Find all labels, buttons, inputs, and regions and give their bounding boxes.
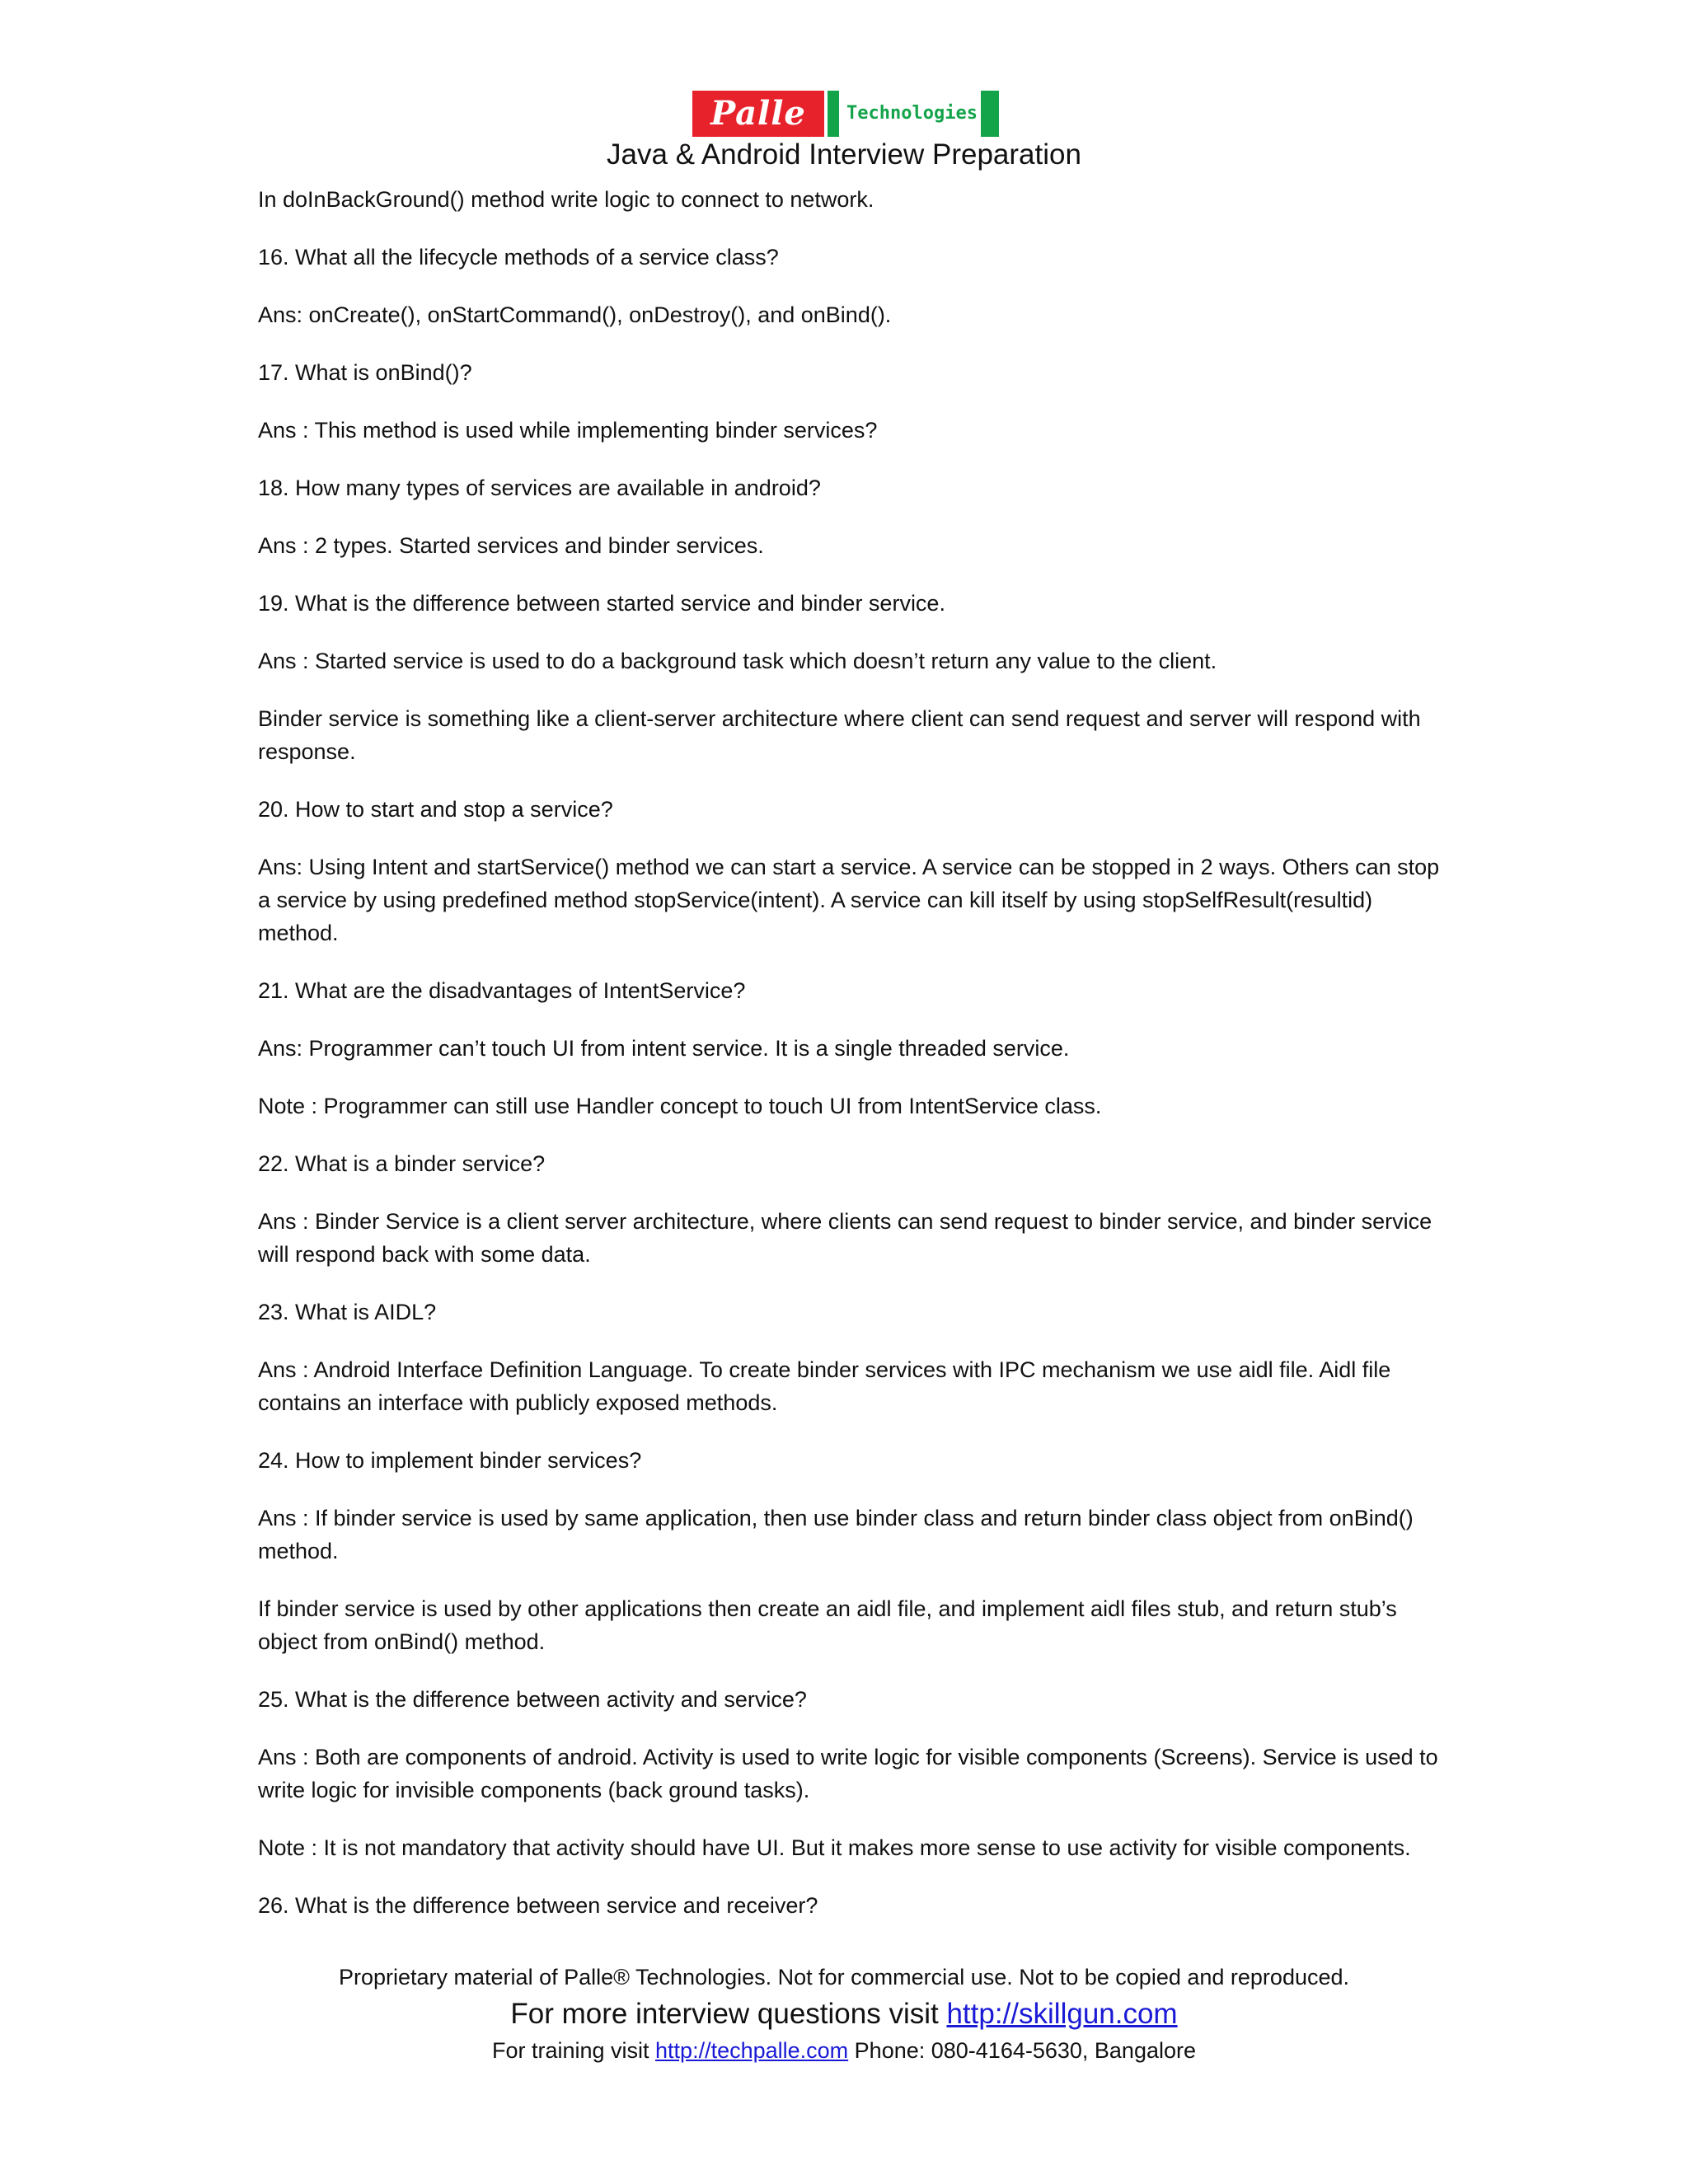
answer: Ans: Programmer can’t touch UI from intent service. It is a single threaded service.	[258, 1036, 1070, 1061]
question: 23. What is AIDL?	[258, 1300, 437, 1324]
training-line	[0, 2034, 1688, 2067]
note: Note : It is not mandatory that activity should have UI. But it makes more sense to use activity for visible components.	[258, 1835, 1411, 1860]
answer: Ans: Using Intent and startService() method we can start a service. A service can be stopped in 2 ways. Others can stop a service by using predefined method stopService(intent). A service can kill itself by using stopSelfResult(resultid) method.	[258, 855, 1440, 945]
question: 26. What is the difference between service and receiver?	[258, 1893, 818, 1918]
answer-continued: If binder service is used by other applications then create an aidl file, and implement aidl files stub, and return stub’s object from onBind() method.	[258, 1596, 1397, 1654]
answer: Ans : If binder service is used by same application, then use binder class and return binder class object from onBind() method.	[258, 1506, 1414, 1563]
logo-green-bar-right	[981, 91, 999, 137]
answer-continued: Binder service is something like a client-server architecture where client can send request and server will respond with response.	[258, 706, 1421, 764]
phone-text: Phone: 080-4164-5630, Bangalore	[848, 2038, 1197, 2063]
answer: Ans : This method is used while implementing binder services?	[258, 418, 878, 443]
question: 24. How to implement binder services?	[258, 1448, 642, 1473]
page-footer	[0, 1960, 1688, 2067]
interview-questions-line	[0, 1994, 1688, 2034]
answer: Ans : 2 types. Started services and binder services.	[258, 533, 764, 558]
question: 17. What is onBind()?	[258, 360, 472, 385]
answer: Ans : Both are components of android. Activity is used to write logic for visible components (Screens). Service is used to write logic for invisible components (back ground tasks).	[258, 1745, 1438, 1802]
logo-suffix: Technologies	[846, 103, 978, 124]
question: 18. How many types of services are available in android?	[258, 476, 821, 500]
techpalle-link[interactable]: http://techpalle.com	[655, 2038, 849, 2063]
interview-questions-text: For more interview questions visit	[510, 1998, 947, 2030]
training-text: For training visit	[491, 2038, 656, 2063]
answer: Ans: onCreate(), onStartCommand(), onDestroy(), and onBind().	[258, 302, 892, 327]
note: Note : Programmer can still use Handler concept to touch UI from IntentService class.	[258, 1094, 1102, 1118]
logo-brand: Palle	[692, 91, 824, 137]
answer: Ans : Started service is used to do a background task which doesn’t return any value to the client.	[258, 649, 1217, 673]
document-body	[258, 183, 1445, 1947]
question: 21. What are the disadvantages of IntentService?	[258, 978, 746, 1003]
palle-technologies-logo	[692, 91, 999, 137]
document-title: Java & Android Interview Preparation	[607, 138, 1081, 171]
question: 20. How to start and stop a service?	[258, 797, 613, 822]
proprietary-notice: Proprietary material of Palle® Technologies. Not for commercial use. Not to be copied and reproduced.	[338, 1965, 1350, 1990]
answer: Ans : Binder Service is a client server architecture, where clients can send request to binder service, and binder service will respond back with some data.	[258, 1209, 1432, 1267]
question: 16. What all the lifecycle methods of a service class?	[258, 245, 779, 269]
skillgun-link[interactable]: http://skillgun.com	[946, 1998, 1178, 2030]
logo-green-bar-left	[828, 91, 839, 137]
paragraph: In doInBackGround() method write logic to connect to network.	[258, 187, 874, 212]
question: 22. What is a binder service?	[258, 1151, 546, 1176]
question: 25. What is the difference between activity and service?	[258, 1687, 807, 1712]
answer: Ans : Android Interface Definition Language. To create binder services with IPC mechanism we use aidl file. Aidl file contains an interface with publicly exposed methods.	[258, 1357, 1391, 1415]
question: 19. What is the difference between started service and binder service.	[258, 591, 945, 616]
